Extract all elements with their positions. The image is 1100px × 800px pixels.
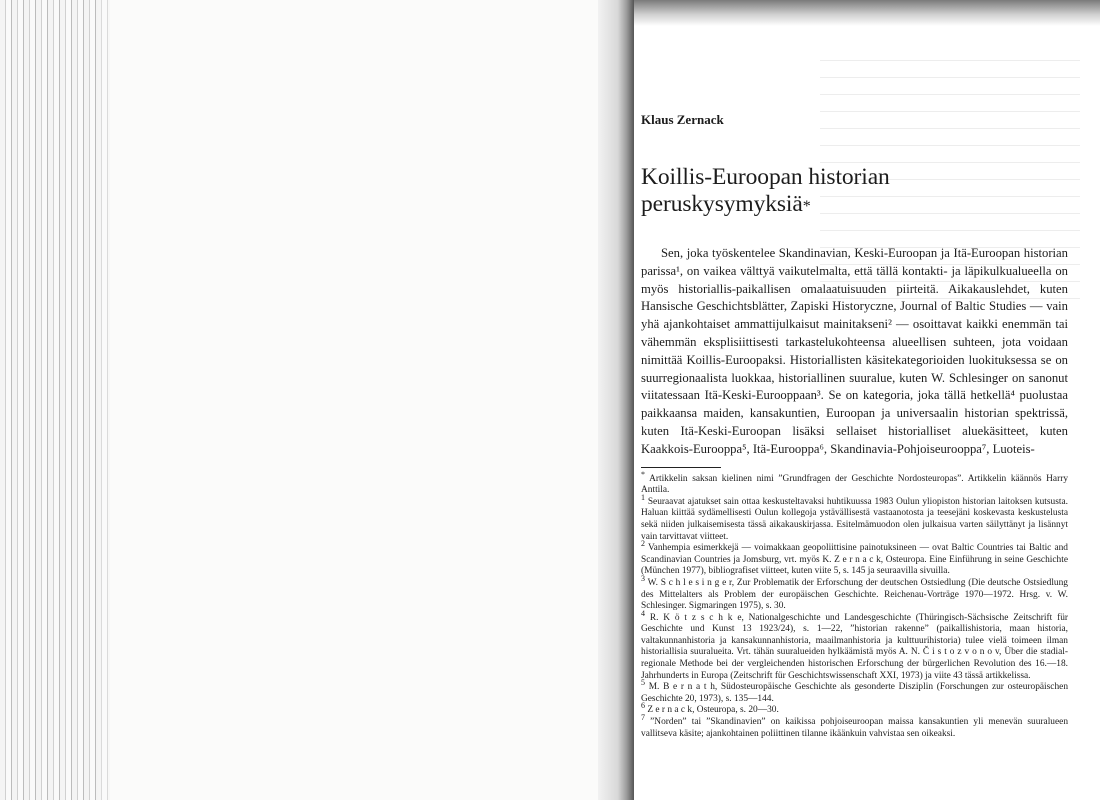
article-author: Klaus Zernack xyxy=(641,112,724,127)
title-line-2: peruskysymyksiä xyxy=(641,191,803,217)
footnote-text: Z e r n a c k, Osteuropa, s. 20—30. xyxy=(647,705,779,716)
footnote-item xyxy=(641,492,1068,543)
footnote-text: M. B e r n a t h, Südosteuropäische Geschichte als gesonderte Disziplin (Forschungen zur osteuropäischen Geschichte 20, 1973), s. 135—144. xyxy=(641,682,1069,704)
page-edges-fade xyxy=(0,0,120,800)
body-paragraph: Sen, joka työskentelee Skandinavian, Keski-Euroopan ja Itä-Euroopan historian parissa¹, on vaikea välttyä vaikutelmalta, että tällä kontakti- ja läpikulkualueella on myös historiallis-paikallisen omalaatuisuuden piirteitä. Aikakauslehdet, kuten Hansische Geschichtsblätter, Zapiski Historyczne, Journal of Baltic Studies — vain yhä ajankohtaiset ammattijulkaisut mainitakseni² — osoittavat kaikki enemmän tai vähemmän eksplisiittisesti tarkastelukohteensa alueellisen suhteen, jota voidaan nimittää Koillis-Euroopaksi. Historiallisten käsitekategorioiden luokituksessa se on suurregionaalista luokkaa, historiallinen suuralue, kuten W. Schlesinger on sanonut viitatessaan Itä-Keski-Eurooppaan³. Se on kategoria, joka tällä hetkellä⁴ puolustaa paikkaansa maiden, kansakuntien, Euroopan ja universaalin historian spektrissä, kuten Itä-Keski-Euroopan lisäksi sellaiset historialliset aluekäsitteet, kuten Kaakkois-Eurooppa⁵, Itä-Eurooppa⁶, Skandinavia-Pohjoiseurooppa⁷, Luoteis- xyxy=(641,246,1068,456)
footnote-item xyxy=(641,712,1069,740)
footnote-text: W. S c h l e s i n g e r, Zur Problematik der Erforschung der deutschen Ostsiedlung (Die deutsche Ostsiedlung des Mittelalters als Problem der europäischen Geschichte. Reichenau-Vorträge 1970—1972. Hrsg. v. W. Schlesinger. Sigmaringen 1975), s. 30. xyxy=(641,577,1068,612)
footnote-text: R. K ö t z s c h k e, Nationalgeschichte und Landesgeschichte (Thüringisch-Sächsische Zeitschrift für Geschichte und Kunst 13 1923/24), s. 1—22, ”historian rakenne” (paikallishistoria, maan historia, valtakunnanhistoria ja kansakunnanhistoria, maailmanhistoria ja kulttuurihistoria) tulee vielä toimeen ilman historiallisia suuralueita. Vrt. tähän suuralueiden hylkäämistä myös A. N. Č i s t o z v o n o v, Über die stadial-regionale Methode bei der vergleichenden historischen Erforschung der bürgerlichen Revolution des 16.—18. Jahrhunderts in Europa (Zeitschrift für Geschichtswissenschaft XXI, 1973) ja viite 43 tässä artikkelissa. xyxy=(641,612,1069,681)
footnote-text: Seuraavat ajatukset sain ottaa keskusteltavaksi huhtikuussa 1983 Oulun yliopiston historian laitoksen kutsusta. Haluan kiittää sydämellisesti Oulun kollegoja ystävällisestä vastaanotosta ja teesejäni koskevasta keskustelusta sekä niiden julkaisemisesta tässä aikakauskirjassa. Esitelmämuodon olen julkaisua varten säilyttänyt ja lisännyt vain tarvittavat viitteet. xyxy=(641,496,1068,542)
footnote-number: 4 xyxy=(641,608,645,618)
article-body xyxy=(641,245,1068,459)
footnote-item xyxy=(641,701,1068,717)
footnote-rule xyxy=(641,467,721,468)
book-gutter xyxy=(598,0,634,800)
footnote-item xyxy=(641,678,1069,705)
footnote-number: 6 xyxy=(641,701,645,711)
footnote-text: Vanhempia esimerkkejä — voimakkaan geopoliittisine painotuksineen — ovat Baltic Countries tai Baltic and Scandinavian Countries ja Jomsburg, vrt. myös K. Z e r n a c k, Osteuropa. Eine Einführung in seine Geschichte (München 1977), bibliografiset viitteet, kuten viite 5, s. 145 ja seuraavilla sivuilla. xyxy=(641,543,1068,577)
footnote-item xyxy=(641,539,1068,578)
footnote-text: ”Norden” tai ”Skandinavien” on kaikissa pohjoiseuroopan maissa kansakuntien yli menevän suuralueen vallitseva käsite; ajankohtainen poliittinen tilanne ikäänkuin vahvistaa sen oikeaksi. xyxy=(641,717,1069,739)
footnote-number: 2 xyxy=(641,539,645,548)
footnote-text: Artikkelin saksan kielinen nimi ”Grundfragen der Geschichte Nordosteuropas”. Artikkelin käännös Harry Anttila. xyxy=(641,473,1069,496)
footnote-item xyxy=(641,608,1069,683)
top-edge-shadow xyxy=(634,0,1100,26)
article-title xyxy=(641,164,1068,220)
footnote-number: 7 xyxy=(641,712,645,722)
footnote-number: 3 xyxy=(641,573,645,583)
footnote-number: * xyxy=(641,469,645,479)
article-content xyxy=(641,112,1068,740)
footnote-number: 1 xyxy=(641,492,645,502)
footnote-item xyxy=(641,469,1069,497)
title-line-1: Koillis-Euroopan historian xyxy=(641,164,890,190)
title-footnote-mark: * xyxy=(802,198,811,215)
footnotes xyxy=(641,469,1069,741)
footnote-item xyxy=(641,573,1068,613)
footnote-number: 5 xyxy=(641,678,645,688)
